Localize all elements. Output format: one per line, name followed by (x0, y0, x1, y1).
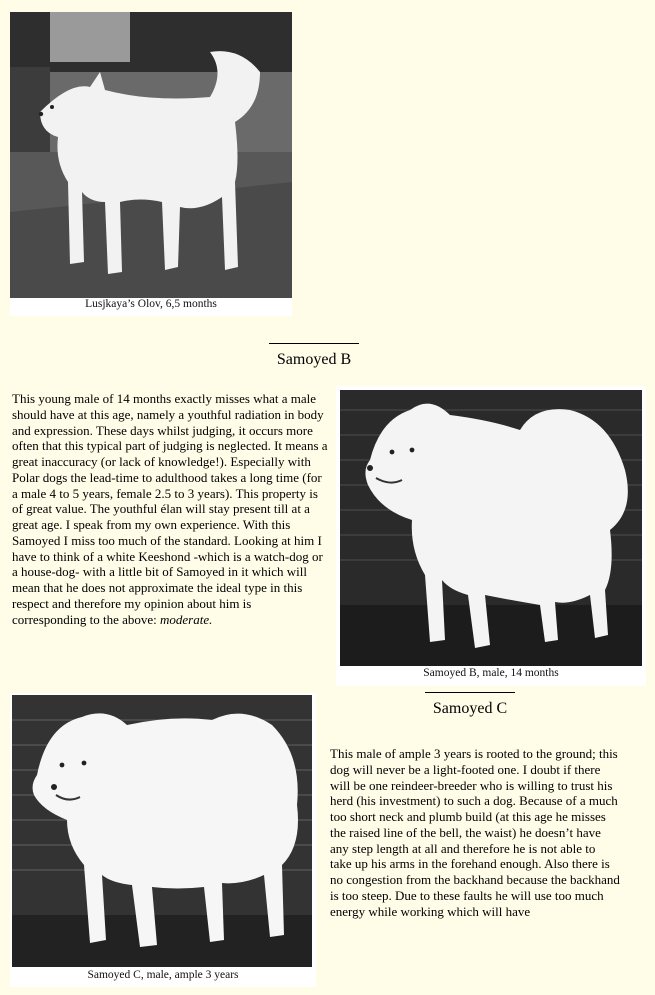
heading-rule (425, 692, 515, 693)
figure-olov (10, 12, 292, 316)
paragraph-samoyed-c-text: This male of ample 3 years is rooted to the ground; this dog will never be a light-footed one. I doubt if there will be one reindeer-breeder who is willing to trust his herd (his investment) to such a dog. Because of a much too short neck and plumb build (at this age he misses the raised line of the bell, the waist) he doesn’t have any step length at all and therefore he is not able to take up his arms in the forehand enough. Also there is no congestion from the backhand because the backhand is too steep. Due to these faults he will use too much energy while working which will have (330, 746, 620, 919)
caption-samoyed-b: Samoyed B, male, 14 months (423, 667, 559, 679)
heading-samoyed-c (418, 692, 522, 719)
heading-samoyed-c-text: Samoyed C (432, 700, 508, 717)
photo-samoyed-b (340, 390, 642, 666)
heading-samoyed-b (262, 343, 366, 370)
verdict-samoyed-b: moderate. (160, 611, 213, 627)
caption-olov: Lusjkaya’s Olov, 6,5 months (85, 298, 217, 310)
heading-samoyed-b-text: Samoyed B (276, 351, 352, 368)
figure-samoyed-c (10, 693, 316, 987)
paragraph-samoyed-c (330, 746, 620, 919)
caption-samoyed-c: Samoyed C, male, ample 3 years (87, 969, 239, 981)
photo-samoyed-c (12, 695, 312, 967)
paragraph-samoyed-b (12, 391, 328, 627)
photo-olov (10, 12, 292, 298)
paragraph-samoyed-b-text: This young male of 14 months exactly misses what a male should have at this age, namely a youthful radiation in body and expression. These days whilst judging, it occurs more often that this typical part of judging is neglected. It means a great inaccuracy (or lack of knowledge!). Especially with Polar dogs the lead-time to adulthood takes a long time (for a male 4 to 5 years, female 2.5 to 3 years). This property is of great value. The youthful élan will stay present till at a great age. I speak from my own experience. With this Samoyed I miss too much of the standard. Looking at him I have to think of a white Keeshond -which is a watch-dog or a house-dog- with a little bit of Samoyed in it which will mean that he does not approximate the ideal type in this respect and therefore my opinion about him is corresponding to the above: (12, 391, 328, 627)
heading-rule (269, 343, 359, 344)
figure-samoyed-b (336, 386, 646, 686)
